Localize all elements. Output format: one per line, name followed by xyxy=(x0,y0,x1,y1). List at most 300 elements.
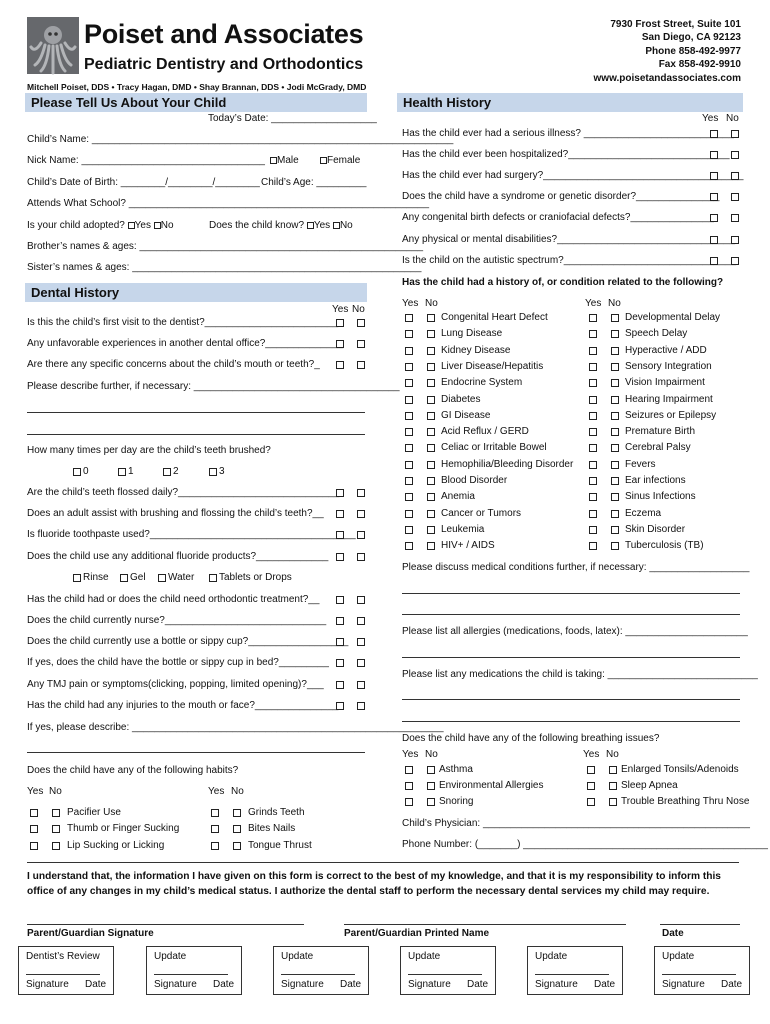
condition-no-checkbox[interactable] xyxy=(611,347,619,355)
health-question: Has the child ever had a serious illness? ___________________________ xyxy=(402,128,734,139)
health-yes-checkbox[interactable] xyxy=(710,172,718,180)
condition-no-checkbox[interactable] xyxy=(611,461,619,469)
dental-no-checkbox[interactable] xyxy=(357,361,365,369)
breath-no-header: No xyxy=(606,749,619,760)
condition-no-checkbox[interactable] xyxy=(611,510,619,518)
dental-question: Any TMJ pain or symptoms(clicking, popping, limited opening)?___ xyxy=(27,679,324,690)
female-label: Female xyxy=(327,155,361,166)
address-fax: Fax 858-492-9910 xyxy=(658,59,741,71)
health-section-heading: Health History xyxy=(397,93,743,112)
dental-no-checkbox[interactable] xyxy=(357,510,365,518)
cond-no-header: No xyxy=(608,298,621,309)
condition-label: Cerebral Palsy xyxy=(625,442,691,454)
habit-no-checkbox[interactable] xyxy=(52,809,60,817)
review-signature-label: Signature xyxy=(154,979,197,990)
condition-yes-checkbox[interactable] xyxy=(589,347,597,355)
breathing-no-checkbox[interactable] xyxy=(427,798,435,806)
review-initial-line[interactable] xyxy=(26,974,100,975)
condition-no-checkbox[interactable] xyxy=(611,444,619,452)
condition-yes-checkbox[interactable] xyxy=(405,493,413,501)
review-box-title: Update xyxy=(535,951,568,962)
condition-no-checkbox[interactable] xyxy=(427,461,435,469)
dental-section-heading: Dental History xyxy=(25,283,367,302)
habit-label: Lip Sucking or Licking xyxy=(67,840,165,851)
habit-yes-checkbox[interactable] xyxy=(211,809,219,817)
review-box-title: Update xyxy=(154,951,187,962)
dental-no-checkbox[interactable] xyxy=(357,596,365,604)
condition-no-checkbox[interactable] xyxy=(427,379,435,387)
breath-yes-header: Yes xyxy=(402,749,419,760)
condition-label: Developmental Delay xyxy=(625,312,721,323)
habit-yes-checkbox[interactable] xyxy=(30,842,38,850)
gender-male-option[interactable] xyxy=(270,155,299,166)
female-checkbox[interactable] xyxy=(320,157,327,164)
breathing-label: Enlarged Tonsils/Adenoids xyxy=(621,764,739,775)
breathing-no-checkbox[interactable] xyxy=(609,798,617,806)
breath-yes-header: Yes xyxy=(583,749,600,760)
address-website: www.poisetandassociates.com xyxy=(593,72,741,84)
condition-label: HIV+ / AIDS xyxy=(441,540,495,552)
describe-line[interactable] xyxy=(27,412,365,413)
dental-yes-checkbox[interactable] xyxy=(336,553,344,561)
health-question: Has the child ever had surgery?____________________________________ xyxy=(402,170,744,181)
review-signature-label: Signature xyxy=(408,979,451,990)
adopted-no-checkbox[interactable] xyxy=(154,222,161,229)
signature-label: Parent/Guardian Signature xyxy=(27,928,154,939)
review-box-title: Update xyxy=(408,951,441,962)
fluoride-option-checkbox[interactable] xyxy=(120,574,128,582)
date-line[interactable] xyxy=(660,924,740,925)
medications-field[interactable]: Please list any medications the child is taking: ___________________________ xyxy=(402,669,758,680)
breathing-yes-checkbox[interactable] xyxy=(587,766,595,774)
gender-female-option[interactable] xyxy=(320,155,360,166)
dental-yes-checkbox[interactable] xyxy=(336,702,344,710)
condition-label: Celiac or Irritable Bowel xyxy=(441,442,547,454)
dental-yes-checkbox[interactable] xyxy=(336,531,344,539)
knows-no-checkbox[interactable] xyxy=(333,222,340,229)
describe-field[interactable]: Please describe further, if necessary: _____________________________________ xyxy=(27,381,400,392)
practice-subtitle: Pediatric Dentistry and Orthodontics xyxy=(84,56,364,73)
brushed-question: How many times per day are the child’s teeth brushed? xyxy=(27,445,271,456)
review-signature-label: Signature xyxy=(281,979,324,990)
health-yes-checkbox[interactable] xyxy=(710,193,718,201)
address-city: San Diego, CA 92123 xyxy=(641,32,741,44)
habits-no-header: No xyxy=(231,786,244,797)
condition-yes-checkbox[interactable] xyxy=(405,412,413,420)
dental-question: Does the child currently nurse?_____________________________ xyxy=(27,615,327,626)
dental-yes-checkbox[interactable] xyxy=(336,489,344,497)
condition-yes-checkbox[interactable] xyxy=(589,363,597,371)
breathing-no-checkbox[interactable] xyxy=(609,782,617,790)
injury-describe-field[interactable]: If yes, please describe: ________________________________________________________ xyxy=(27,722,444,733)
address-street: 7930 Frost Street, Suite 101 xyxy=(610,19,741,30)
male-label: Male xyxy=(277,155,299,166)
condition-no-checkbox[interactable] xyxy=(427,330,435,338)
dental-question: Does the child use any additional fluoride products?_____________ xyxy=(27,551,329,562)
dental-yes-checkbox[interactable] xyxy=(336,510,344,518)
child-section-heading: Please Tell Us About Your Child xyxy=(25,93,367,112)
condition-no-checkbox[interactable] xyxy=(427,510,435,518)
dental-question: Are the child’s teeth flossed daily?_____________________________ xyxy=(27,487,340,498)
health-question: Any congenital birth defects or craniofacial defects?_______________ xyxy=(402,212,714,223)
condition-label: Fevers xyxy=(625,458,656,470)
condition-no-checkbox[interactable] xyxy=(611,542,619,550)
condition-label: Congenital Heart Defect xyxy=(441,312,548,323)
habits-yes-header: Yes xyxy=(208,786,225,797)
review-date-label: Date xyxy=(85,979,107,990)
condition-yes-checkbox[interactable] xyxy=(405,526,413,534)
condition-no-checkbox[interactable] xyxy=(427,542,435,550)
health-no-checkbox[interactable] xyxy=(731,130,739,138)
fluoride-option-checkbox[interactable] xyxy=(73,574,81,582)
condition-label: Sensory Integration xyxy=(625,360,712,372)
habit-label: Bites Nails xyxy=(248,823,296,834)
dental-no-checkbox[interactable] xyxy=(357,702,365,710)
condition-yes-checkbox[interactable] xyxy=(589,493,597,501)
dental-yes-checkbox[interactable] xyxy=(336,361,344,369)
practice-address xyxy=(594,18,741,85)
habit-no-checkbox[interactable] xyxy=(52,842,60,850)
condition-label: Lung Disease xyxy=(441,328,503,340)
dental-no-checkbox[interactable] xyxy=(357,681,365,689)
condition-label: Hearing Impairment xyxy=(625,393,713,405)
medications-line[interactable] xyxy=(402,721,740,722)
dob-field[interactable]: Child’s Date of Birth: ________/________/________ xyxy=(27,177,260,188)
condition-yes-checkbox[interactable] xyxy=(589,477,597,485)
habits-question: Does the child have any of the following habits? xyxy=(27,765,239,776)
breathing-yes-checkbox[interactable] xyxy=(405,766,413,774)
breathing-label: Asthma xyxy=(439,764,473,775)
brush-0-checkbox[interactable] xyxy=(73,468,81,476)
signature-line[interactable] xyxy=(27,924,304,925)
condition-yes-checkbox[interactable] xyxy=(589,461,597,469)
breathing-yes-checkbox[interactable] xyxy=(587,782,595,790)
habit-label: Tongue Thrust xyxy=(248,840,312,851)
condition-label: Acid Reflux / GERD xyxy=(441,426,529,438)
school-field[interactable]: Attends What School? ______________________________________________________ xyxy=(27,198,430,209)
health-question: Has the child ever been hospitalized?_____________________________ xyxy=(402,149,730,160)
condition-label: Eczema xyxy=(625,507,662,519)
dental-question: Does the child currently use a bottle or sippy cup?__________________ xyxy=(27,636,349,647)
condition-no-checkbox[interactable] xyxy=(427,444,435,452)
condition-yes-checkbox[interactable] xyxy=(589,379,597,387)
condition-no-checkbox[interactable] xyxy=(427,477,435,485)
dental-yes-checkbox[interactable] xyxy=(336,617,344,625)
condition-yes-checkbox[interactable] xyxy=(405,363,413,371)
condition-label: Anemia xyxy=(441,491,475,503)
health-no-checkbox[interactable] xyxy=(731,236,739,244)
condition-no-checkbox[interactable] xyxy=(427,396,435,404)
fluoride-option-label: Water xyxy=(168,572,195,583)
todays-date-field[interactable]: Today’s Date: ___________________ xyxy=(208,113,377,124)
consent-divider xyxy=(27,862,739,863)
health-no-checkbox[interactable] xyxy=(731,172,739,180)
child-name-field[interactable]: Child’s Name: _________________________________________________________________ xyxy=(27,134,454,145)
review-initial-line[interactable] xyxy=(154,974,228,975)
condition-no-checkbox[interactable] xyxy=(427,363,435,371)
breathing-no-checkbox[interactable] xyxy=(427,766,435,774)
condition-yes-checkbox[interactable] xyxy=(405,379,413,387)
medications-line[interactable] xyxy=(402,699,740,700)
condition-yes-checkbox[interactable] xyxy=(589,428,597,436)
dental-question: Does an adult assist with brushing and flossing the child’s teeth?__ xyxy=(27,508,324,519)
breathing-label: Trouble Breathing Thru Nose xyxy=(621,796,750,807)
fluoride-option-checkbox[interactable] xyxy=(209,574,217,582)
dental-no-checkbox[interactable] xyxy=(357,531,365,539)
condition-yes-checkbox[interactable] xyxy=(589,412,597,420)
brothers-field[interactable]: Brother’s names & ages: ___________________________________________________ xyxy=(27,241,424,252)
date-label: Date xyxy=(662,928,684,939)
condition-label: Ear infections xyxy=(625,475,686,486)
condition-yes-checkbox[interactable] xyxy=(405,347,413,355)
habit-label: Grinds Teeth xyxy=(248,807,305,818)
habit-no-checkbox[interactable] xyxy=(233,809,241,817)
review-initial-line[interactable] xyxy=(408,974,482,975)
discuss-line[interactable] xyxy=(402,614,740,615)
cond-yes-header: Yes xyxy=(585,298,602,309)
brush-2-checkbox[interactable] xyxy=(163,468,171,476)
dental-no-checkbox[interactable] xyxy=(357,617,365,625)
condition-yes-checkbox[interactable] xyxy=(405,542,413,550)
breathing-no-checkbox[interactable] xyxy=(609,766,617,774)
condition-label: Speech Delay xyxy=(625,328,688,340)
dental-yes-checkbox[interactable] xyxy=(336,319,344,327)
child-knows-question xyxy=(209,220,353,231)
dental-question: If yes, does the child have the bottle or sippy cup in bed?_________ xyxy=(27,657,329,668)
habit-no-checkbox[interactable] xyxy=(52,825,60,833)
condition-no-checkbox[interactable] xyxy=(427,347,435,355)
dental-no-checkbox[interactable] xyxy=(357,489,365,497)
condition-yes-checkbox[interactable] xyxy=(405,444,413,452)
habit-yes-checkbox[interactable] xyxy=(211,842,219,850)
review-initial-line[interactable] xyxy=(281,974,355,975)
dental-question: Has the child had any injuries to the mouth or face?_______________ xyxy=(27,700,339,711)
habit-no-checkbox[interactable] xyxy=(233,842,241,850)
condition-label: Cancer or Tumors xyxy=(441,507,522,519)
breathing-label: Snoring xyxy=(439,796,474,807)
fluoride-option-label: Tablets or Drops xyxy=(219,572,292,583)
condition-label: GI Disease xyxy=(441,409,491,421)
health-no-header: No xyxy=(726,113,739,124)
condition-no-checkbox[interactable] xyxy=(611,526,619,534)
brush-1-checkbox[interactable] xyxy=(118,468,126,476)
condition-yes-checkbox[interactable] xyxy=(405,477,413,485)
condition-label: Liver Disease/Hepatitis xyxy=(441,360,544,372)
review-initial-line[interactable] xyxy=(535,974,609,975)
review-date-label: Date xyxy=(340,979,362,990)
dental-question: Is fluoride toothpaste used?_____________________________________ xyxy=(27,529,356,540)
describe-line[interactable] xyxy=(27,752,365,753)
practice-name: Poiset and Associates xyxy=(84,19,364,49)
health-no-checkbox[interactable] xyxy=(731,214,739,222)
dental-no-checkbox[interactable] xyxy=(357,319,365,327)
health-yes-checkbox[interactable] xyxy=(710,257,718,265)
fluoride-option-label: Rinse xyxy=(83,572,109,583)
condition-yes-checkbox[interactable] xyxy=(589,510,597,518)
doctor-list: Mitchell Poiset, DDS • Tracy Hagan, DMD • Shay Brannan, DDS • Jodi McGrady, DMD xyxy=(27,82,367,92)
history-question: Has the child had a history of, or condition related to the following? xyxy=(402,277,724,288)
health-no-checkbox[interactable] xyxy=(731,151,739,159)
dental-yes-checkbox[interactable] xyxy=(336,681,344,689)
condition-no-checkbox[interactable] xyxy=(611,412,619,420)
physician-field[interactable]: Child’s Physician: ________________________________________________ xyxy=(402,818,750,829)
sisters-field[interactable]: Sister’s names & ages: ____________________________________________________ xyxy=(27,262,422,273)
health-question: Any physical or mental disabilities?________________________________ xyxy=(402,234,736,245)
condition-no-checkbox[interactable] xyxy=(611,396,619,404)
condition-label: Tuberculosis (TB) xyxy=(625,540,704,552)
review-box-title: Update xyxy=(281,951,314,962)
condition-no-checkbox[interactable] xyxy=(427,428,435,436)
review-initial-line[interactable] xyxy=(662,974,736,975)
health-yes-checkbox[interactable] xyxy=(710,151,718,159)
adopted-label: Is your child adopted? xyxy=(27,220,125,231)
practice-logo xyxy=(27,17,79,74)
consent-text: I understand that, the information I have given on this form is correct to the best of my knowledge, and that it is my responsibility to inform this office of any changes in my child’s medical status. I authorize the dental staff to perform the necessary dental services my child may require. xyxy=(27,871,721,897)
cond-no-header: No xyxy=(425,298,438,309)
condition-no-checkbox[interactable] xyxy=(611,428,619,436)
condition-yes-checkbox[interactable] xyxy=(589,314,597,322)
review-signature-label: Signature xyxy=(662,979,705,990)
condition-label: Skin Disorder xyxy=(625,523,686,535)
health-yes-header: Yes xyxy=(702,113,719,124)
dental-question: Is this the child’s first visit to the dentist?________________________ xyxy=(27,317,339,328)
condition-no-checkbox[interactable] xyxy=(611,379,619,387)
adopted-yes-checkbox[interactable] xyxy=(128,222,135,229)
dental-no-header: No xyxy=(352,304,365,315)
address-phone: Phone 858-492-9977 xyxy=(645,45,741,57)
habit-yes-checkbox[interactable] xyxy=(211,825,219,833)
dental-yes-checkbox[interactable] xyxy=(336,659,344,667)
condition-label: Premature Birth xyxy=(625,426,696,438)
review-date-label: Date xyxy=(213,979,235,990)
describe-line[interactable] xyxy=(27,434,365,435)
review-signature-label: Signature xyxy=(535,979,578,990)
health-yes-checkbox[interactable] xyxy=(710,236,718,244)
dental-no-checkbox[interactable] xyxy=(357,659,365,667)
dental-no-checkbox[interactable] xyxy=(357,638,365,646)
brush-0-label: 0 xyxy=(83,466,89,477)
condition-no-checkbox[interactable] xyxy=(611,493,619,501)
nick-name-field[interactable]: Nick Name: _________________________________ xyxy=(27,155,265,166)
cond-yes-header: Yes xyxy=(402,298,419,309)
discuss-line[interactable] xyxy=(402,593,740,594)
condition-no-checkbox[interactable] xyxy=(427,314,435,322)
condition-yes-checkbox[interactable] xyxy=(589,542,597,550)
printed-name-line[interactable] xyxy=(344,924,626,925)
habit-label: Thumb or Finger Sucking xyxy=(67,823,180,834)
condition-label: Hemophilia/Bleeding Disorder xyxy=(441,458,574,470)
knows-yes-checkbox[interactable] xyxy=(307,222,314,229)
male-checkbox[interactable] xyxy=(270,157,277,164)
condition-yes-checkbox[interactable] xyxy=(589,444,597,452)
condition-no-checkbox[interactable] xyxy=(611,330,619,338)
habits-no-header: No xyxy=(49,786,62,797)
condition-no-checkbox[interactable] xyxy=(427,412,435,420)
habit-yes-checkbox[interactable] xyxy=(30,825,38,833)
physician-phone-field[interactable]: Phone Number: (_______) ____________________________________________ xyxy=(402,839,768,850)
dental-no-checkbox[interactable] xyxy=(357,553,365,561)
fluoride-option-checkbox[interactable] xyxy=(158,574,166,582)
health-no-checkbox[interactable] xyxy=(731,193,739,201)
knows-no-label: No xyxy=(339,220,353,231)
condition-label: Endocrine System xyxy=(441,377,523,389)
condition-no-checkbox[interactable] xyxy=(611,314,619,322)
habits-yes-header: Yes xyxy=(27,786,44,797)
dental-yes-header: Yes xyxy=(332,304,349,315)
health-question: Is the child on the autistic spectrum?_______________________________ xyxy=(402,255,737,266)
condition-yes-checkbox[interactable] xyxy=(589,526,597,534)
condition-label: Blood Disorder xyxy=(441,475,508,486)
brush-3-checkbox[interactable] xyxy=(209,468,217,476)
dental-no-checkbox[interactable] xyxy=(357,340,365,348)
review-date-label: Date xyxy=(594,979,616,990)
breathing-yes-checkbox[interactable] xyxy=(405,798,413,806)
condition-no-checkbox[interactable] xyxy=(611,363,619,371)
condition-label: Sinus Infections xyxy=(625,491,696,503)
dental-yes-checkbox[interactable] xyxy=(336,596,344,604)
fluoride-option-label: Gel xyxy=(130,572,146,583)
breathing-label: Environmental Allergies xyxy=(439,780,544,791)
adopted-yes-label: Yes xyxy=(134,220,151,231)
allergies-line[interactable] xyxy=(402,657,740,658)
breath-no-header: No xyxy=(425,749,438,760)
review-date-label: Date xyxy=(467,979,489,990)
condition-label: Diabetes xyxy=(441,393,481,405)
discuss-field[interactable]: Please discuss medical conditions further, if necessary: __________________ xyxy=(402,562,750,573)
habit-no-checkbox[interactable] xyxy=(233,825,241,833)
breathing-no-checkbox[interactable] xyxy=(427,782,435,790)
brush-3-label: 3 xyxy=(219,466,225,477)
review-date-label: Date xyxy=(721,979,743,990)
breathing-yes-checkbox[interactable] xyxy=(587,798,595,806)
condition-yes-checkbox[interactable] xyxy=(405,330,413,338)
health-question: Does the child have a syndrome or genetic disorder?_______________ xyxy=(402,191,720,202)
review-box-title: Update xyxy=(662,951,695,962)
health-yes-checkbox[interactable] xyxy=(710,214,718,222)
health-no-checkbox[interactable] xyxy=(731,257,739,265)
child-knows-label: Does the child know? xyxy=(209,220,305,231)
allergies-field[interactable]: Please list all allergies (medications, foods, latex): ______________________ xyxy=(402,626,748,637)
breathing-yes-checkbox[interactable] xyxy=(405,782,413,790)
condition-no-checkbox[interactable] xyxy=(611,477,619,485)
condition-yes-checkbox[interactable] xyxy=(405,510,413,518)
breathing-label: Sleep Apnea xyxy=(621,780,678,791)
habit-yes-checkbox[interactable] xyxy=(30,809,38,817)
adopted-no-label: No xyxy=(160,220,174,231)
review-signature-label: Signature xyxy=(26,979,69,990)
condition-yes-checkbox[interactable] xyxy=(589,396,597,404)
condition-yes-checkbox[interactable] xyxy=(405,396,413,404)
condition-label: Vision Impairment xyxy=(625,377,705,389)
condition-yes-checkbox[interactable] xyxy=(405,314,413,322)
condition-yes-checkbox[interactable] xyxy=(405,428,413,436)
condition-yes-checkbox[interactable] xyxy=(405,461,413,469)
dental-yes-checkbox[interactable] xyxy=(336,638,344,646)
breathing-question: Does the child have any of the following breathing issues? xyxy=(402,733,660,744)
dental-yes-checkbox[interactable] xyxy=(336,340,344,348)
dental-question: Has the child had or does the child need orthodontic treatment?__ xyxy=(27,594,320,605)
condition-no-checkbox[interactable] xyxy=(427,493,435,501)
condition-yes-checkbox[interactable] xyxy=(589,330,597,338)
condition-no-checkbox[interactable] xyxy=(427,526,435,534)
brush-2-label: 2 xyxy=(173,466,179,477)
child-age-field[interactable]: Child’s Age: _________ xyxy=(261,177,367,188)
condition-label: Leukemia xyxy=(441,523,485,535)
brush-1-label: 1 xyxy=(128,466,134,477)
habit-label: Pacifier Use xyxy=(67,807,121,818)
condition-label: Seizures or Epilepsy xyxy=(625,409,717,421)
health-yes-checkbox[interactable] xyxy=(710,130,718,138)
